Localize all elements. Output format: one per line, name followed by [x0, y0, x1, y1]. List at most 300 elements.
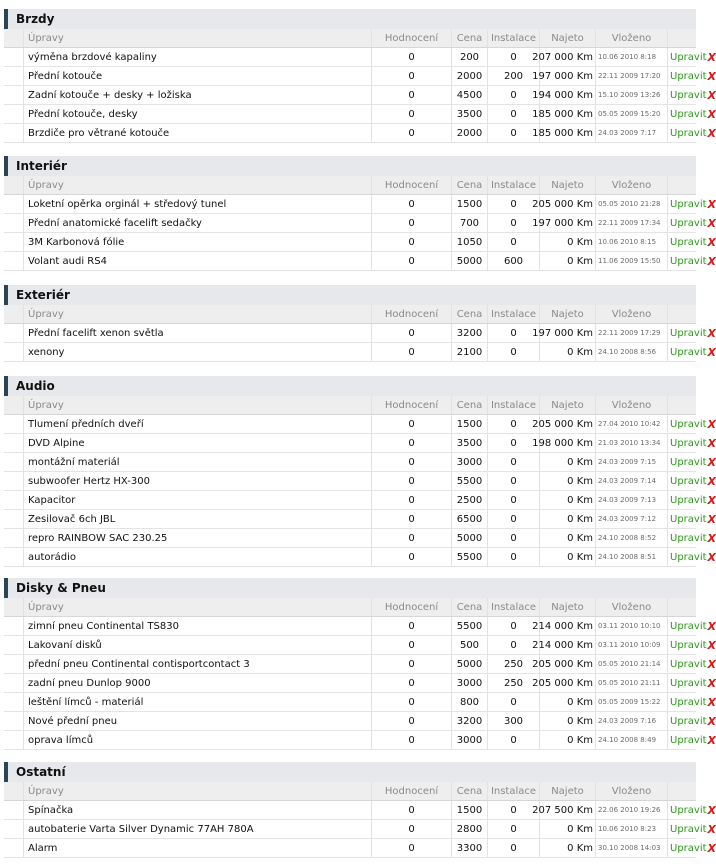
edit-link[interactable]: Upravit	[670, 70, 707, 82]
delete-icon[interactable]: X	[707, 455, 716, 469]
column-header-date: Vloženo	[596, 598, 668, 616]
row-spacer	[4, 655, 24, 673]
cell-rating: 0	[372, 801, 452, 819]
cell-rating: 0	[372, 839, 452, 857]
cell-km: 207 000 Km	[540, 48, 596, 66]
edit-link[interactable]: Upravit	[670, 677, 707, 689]
row-spacer	[4, 712, 24, 730]
cell-date: 10.06 2010 8:23	[596, 820, 668, 838]
cell-km: 205 000 Km	[540, 195, 596, 213]
edit-link[interactable]: Upravit	[670, 108, 707, 120]
edit-link[interactable]: Upravit	[670, 418, 707, 430]
section-ostatni	[4, 762, 716, 858]
cell-date: 24.10 2008 8:56	[596, 343, 668, 361]
header-spacer	[4, 396, 24, 414]
cell-km: 0 Km	[540, 820, 596, 838]
delete-icon[interactable]: X	[707, 695, 716, 709]
cell-name: zimní pneu Continental TS830	[24, 617, 372, 635]
cell-price: 1500	[452, 195, 488, 213]
section-title: Audio	[4, 376, 696, 396]
cell-km: 205 000 Km	[540, 415, 596, 433]
cell-name: Nové přední pneu	[24, 712, 372, 730]
delete-icon[interactable]: X	[707, 733, 716, 747]
row-spacer	[4, 820, 24, 838]
row-actions	[668, 472, 716, 490]
cell-km: 0 Km	[540, 252, 596, 270]
table-row	[4, 674, 716, 693]
cell-price: 3200	[452, 712, 488, 730]
row-spacer	[4, 105, 24, 123]
row-actions	[668, 214, 716, 232]
row-spacer	[4, 731, 24, 749]
cell-km: 197 000 Km	[540, 324, 596, 342]
cell-date: 24.03 2009 7:17	[596, 124, 668, 142]
row-actions	[668, 124, 716, 142]
cell-price: 5500	[452, 472, 488, 490]
delete-icon[interactable]: X	[707, 69, 716, 83]
table-row	[4, 214, 716, 233]
cell-name: Volant audi RS4	[24, 252, 372, 270]
column-header-date: Vloženo	[596, 176, 668, 194]
column-header-date: Vloženo	[596, 782, 668, 800]
table-row	[4, 636, 716, 655]
cell-name: Přední anatomické facelift sedačky	[24, 214, 372, 232]
row-spacer	[4, 324, 24, 342]
row-spacer	[4, 510, 24, 528]
cell-price: 2100	[452, 343, 488, 361]
column-header-rating: Hodnocení	[372, 305, 452, 323]
cell-date: 05.05 2010 21:11	[596, 674, 668, 692]
cell-price: 5500	[452, 617, 488, 635]
cell-km: 0 Km	[540, 453, 596, 471]
cell-km: 214 000 Km	[540, 617, 596, 635]
cell-name: oprava límců	[24, 731, 372, 749]
delete-icon[interactable]: X	[707, 326, 716, 340]
column-header-km: Najeto	[540, 396, 596, 414]
cell-price: 800	[452, 693, 488, 711]
cell-install: 0	[488, 453, 540, 471]
cell-name: Brzdiče pro větrané kotouče	[24, 124, 372, 142]
column-header-price: Cena	[452, 29, 488, 47]
cell-name: subwoofer Hertz HX-300	[24, 472, 372, 490]
row-actions	[668, 617, 716, 635]
cell-rating: 0	[372, 434, 452, 452]
table-row	[4, 48, 716, 67]
cell-install: 0	[488, 617, 540, 635]
edit-link[interactable]: Upravit	[670, 823, 707, 835]
cell-price: 3300	[452, 839, 488, 857]
delete-icon[interactable]: X	[707, 88, 716, 102]
table-row	[4, 472, 716, 491]
cell-price: 3500	[452, 105, 488, 123]
delete-icon[interactable]: X	[707, 436, 716, 450]
cell-date: 03.11 2010 10:10	[596, 617, 668, 635]
cell-install: 0	[488, 48, 540, 66]
column-header-rating: Hodnocení	[372, 29, 452, 47]
delete-icon[interactable]: X	[707, 512, 716, 526]
cell-km: 0 Km	[540, 712, 596, 730]
cell-date: 24.03 2009 7:12	[596, 510, 668, 528]
row-spacer	[4, 472, 24, 490]
column-header-km: Najeto	[540, 305, 596, 323]
cell-date: 05.05 2010 21:28	[596, 195, 668, 213]
cell-price: 3500	[452, 434, 488, 452]
delete-icon[interactable]: X	[707, 657, 716, 671]
row-spacer	[4, 124, 24, 142]
column-header-name: Úpravy	[24, 305, 372, 323]
cell-name: Přední kotouče, desky	[24, 105, 372, 123]
cell-install: 0	[488, 124, 540, 142]
edit-link[interactable]: Upravit	[670, 217, 707, 229]
column-header-row	[4, 29, 696, 48]
table-row	[4, 617, 716, 636]
table-row	[4, 67, 716, 86]
cell-km: 207 500 Km	[540, 801, 596, 819]
cell-rating: 0	[372, 48, 452, 66]
edit-link[interactable]: Upravit	[670, 494, 707, 506]
cell-km: 205 000 Km	[540, 655, 596, 673]
cell-name: Spínačka	[24, 801, 372, 819]
cell-name: Přední facelift xenon světla	[24, 324, 372, 342]
edit-link[interactable]: Upravit	[670, 620, 707, 632]
row-spacer	[4, 491, 24, 509]
row-actions	[668, 731, 716, 749]
cell-price: 200	[452, 48, 488, 66]
column-header-rating: Hodnocení	[372, 396, 452, 414]
cell-price: 500	[452, 636, 488, 654]
edit-link[interactable]: Upravit	[670, 475, 707, 487]
row-spacer	[4, 343, 24, 361]
column-header-km: Najeto	[540, 782, 596, 800]
edit-link[interactable]: Upravit	[670, 127, 707, 139]
cell-price: 4500	[452, 86, 488, 104]
edit-link[interactable]: Upravit	[670, 51, 707, 63]
cell-date: 27.04 2010 10:42	[596, 415, 668, 433]
cell-date: 11.06 2009 15:50	[596, 252, 668, 270]
cell-km: 0 Km	[540, 693, 596, 711]
cell-install: 250	[488, 655, 540, 673]
delete-icon[interactable]: X	[707, 619, 716, 633]
delete-icon[interactable]: X	[707, 676, 716, 690]
table-row	[4, 124, 716, 143]
edit-link[interactable]: Upravit	[670, 715, 707, 727]
cell-rating: 0	[372, 820, 452, 838]
cell-name: Kapacitor	[24, 491, 372, 509]
cell-install: 600	[488, 252, 540, 270]
row-spacer	[4, 453, 24, 471]
cell-name: Tlumení předních dveří	[24, 415, 372, 433]
cell-install: 0	[488, 801, 540, 819]
header-actions	[668, 598, 696, 616]
column-header-rating: Hodnocení	[372, 782, 452, 800]
section-brzdy	[4, 9, 716, 143]
cell-rating: 0	[372, 214, 452, 232]
cell-rating: 0	[372, 655, 452, 673]
row-spacer	[4, 233, 24, 251]
cell-km: 0 Km	[540, 548, 596, 566]
edit-link[interactable]: Upravit	[670, 255, 707, 267]
cell-km: 0 Km	[540, 233, 596, 251]
delete-icon[interactable]: X	[707, 50, 716, 64]
header-spacer	[4, 176, 24, 194]
cell-rating: 0	[372, 636, 452, 654]
row-actions	[668, 453, 716, 471]
cell-rating: 0	[372, 233, 452, 251]
cell-rating: 0	[372, 324, 452, 342]
cell-km: 214 000 Km	[540, 636, 596, 654]
cell-install: 200	[488, 67, 540, 85]
edit-link[interactable]: Upravit	[670, 198, 707, 210]
column-header-install: Instalace	[488, 598, 540, 616]
cell-date: 24.03 2009 7:13	[596, 491, 668, 509]
cell-date: 22.06 2010 19:26	[596, 801, 668, 819]
cell-km: 0 Km	[540, 510, 596, 528]
header-actions	[668, 782, 696, 800]
row-actions	[668, 343, 716, 361]
column-header-name: Úpravy	[24, 396, 372, 414]
edit-link[interactable]: Upravit	[670, 639, 707, 651]
cell-name: Loketní opěrka orginál + středový tunel	[24, 195, 372, 213]
row-actions	[668, 252, 716, 270]
edit-link[interactable]: Upravit	[670, 456, 707, 468]
edit-link[interactable]: Upravit	[670, 696, 707, 708]
cell-install: 0	[488, 434, 540, 452]
header-actions	[668, 176, 696, 194]
cell-date: 05.05 2009 15:20	[596, 105, 668, 123]
cell-rating: 0	[372, 105, 452, 123]
row-spacer	[4, 214, 24, 232]
delete-icon[interactable]: X	[707, 493, 716, 507]
cell-date: 30.10 2008 14:03	[596, 839, 668, 857]
table-row	[4, 105, 716, 124]
cell-name: zadní pneu Dunlop 9000	[24, 674, 372, 692]
column-header-price: Cena	[452, 305, 488, 323]
row-actions	[668, 548, 716, 566]
cell-km: 194 000 Km	[540, 86, 596, 104]
cell-price: 2000	[452, 124, 488, 142]
section-exterier	[4, 285, 716, 362]
column-header-price: Cena	[452, 176, 488, 194]
cell-price: 5000	[452, 252, 488, 270]
column-header-row	[4, 598, 696, 617]
cell-install: 0	[488, 472, 540, 490]
cell-name: DVD Alpine	[24, 434, 372, 452]
row-spacer	[4, 529, 24, 547]
cell-price: 3000	[452, 731, 488, 749]
edit-link[interactable]: Upravit	[670, 236, 707, 248]
edit-link[interactable]: Upravit	[670, 658, 707, 670]
delete-icon[interactable]: X	[707, 550, 716, 564]
cell-price: 5000	[452, 655, 488, 673]
delete-icon[interactable]: X	[707, 197, 716, 211]
table-row	[4, 233, 716, 252]
column-header-install: Instalace	[488, 305, 540, 323]
edit-link[interactable]: Upravit	[670, 513, 707, 525]
cell-rating: 0	[372, 67, 452, 85]
column-header-install: Instalace	[488, 782, 540, 800]
section-title: Exteriér	[4, 285, 696, 305]
row-spacer	[4, 86, 24, 104]
cell-rating: 0	[372, 453, 452, 471]
cell-name: Zesilovač 6ch JBL	[24, 510, 372, 528]
delete-icon[interactable]: X	[707, 235, 716, 249]
delete-icon[interactable]: X	[707, 638, 716, 652]
cell-rating: 0	[372, 86, 452, 104]
cell-rating: 0	[372, 491, 452, 509]
column-header-row	[4, 396, 696, 415]
row-spacer	[4, 252, 24, 270]
row-spacer	[4, 693, 24, 711]
delete-icon[interactable]: X	[707, 254, 716, 268]
cell-price: 3000	[452, 453, 488, 471]
cell-date: 03.11 2010 10:09	[596, 636, 668, 654]
header-spacer	[4, 598, 24, 616]
column-header-install: Instalace	[488, 396, 540, 414]
cell-rating: 0	[372, 252, 452, 270]
delete-icon[interactable]: X	[707, 474, 716, 488]
column-header-date: Vloženo	[596, 305, 668, 323]
row-actions	[668, 86, 716, 104]
section-title: Interiér	[4, 156, 696, 176]
row-actions	[668, 324, 716, 342]
row-actions	[668, 105, 716, 123]
table-row	[4, 731, 716, 750]
cell-name: autorádio	[24, 548, 372, 566]
delete-icon[interactable]: X	[707, 107, 716, 121]
column-header-name: Úpravy	[24, 176, 372, 194]
row-actions	[668, 510, 716, 528]
cell-price: 700	[452, 214, 488, 232]
cell-rating: 0	[372, 693, 452, 711]
cell-install: 0	[488, 105, 540, 123]
delete-icon[interactable]: X	[707, 126, 716, 140]
row-actions	[668, 48, 716, 66]
delete-icon[interactable]: X	[707, 803, 716, 817]
cell-km: 0 Km	[540, 343, 596, 361]
delete-icon[interactable]: X	[707, 345, 716, 359]
edit-link[interactable]: Upravit	[670, 532, 707, 544]
header-spacer	[4, 782, 24, 800]
edit-link[interactable]: Upravit	[670, 551, 707, 563]
column-header-price: Cena	[452, 396, 488, 414]
table-row	[4, 712, 716, 731]
table-row	[4, 343, 716, 362]
column-header-install: Instalace	[488, 29, 540, 47]
header-spacer	[4, 305, 24, 323]
row-actions	[668, 655, 716, 673]
cell-km: 0 Km	[540, 472, 596, 490]
edit-link[interactable]: Upravit	[670, 327, 707, 339]
cell-date: 15.10 2009 13:26	[596, 86, 668, 104]
cell-date: 24.03 2009 7:16	[596, 712, 668, 730]
cell-install: 0	[488, 510, 540, 528]
delete-icon[interactable]: X	[707, 417, 716, 431]
cell-install: 0	[488, 195, 540, 213]
cell-install: 0	[488, 548, 540, 566]
cell-km: 0 Km	[540, 529, 596, 547]
header-spacer	[4, 29, 24, 47]
table-row	[4, 529, 716, 548]
row-actions	[668, 674, 716, 692]
cell-install: 0	[488, 820, 540, 838]
column-header-km: Najeto	[540, 598, 596, 616]
cell-km: 205 000 Km	[540, 674, 596, 692]
cell-install: 0	[488, 415, 540, 433]
cell-install: 0	[488, 343, 540, 361]
delete-icon[interactable]: X	[707, 714, 716, 728]
edit-link[interactable]: Upravit	[670, 842, 707, 854]
table-row	[4, 693, 716, 712]
table-row	[4, 415, 716, 434]
row-spacer	[4, 548, 24, 566]
row-actions	[668, 712, 716, 730]
cell-install: 0	[488, 839, 540, 857]
cell-price: 3200	[452, 324, 488, 342]
row-actions	[668, 434, 716, 452]
cell-price: 2500	[452, 491, 488, 509]
column-header-km: Najeto	[540, 176, 596, 194]
cell-name: leštění límců - materiál	[24, 693, 372, 711]
delete-icon[interactable]: X	[707, 822, 716, 836]
cell-price: 1500	[452, 415, 488, 433]
edit-link[interactable]: Upravit	[670, 804, 707, 816]
section-disky-pneu	[4, 578, 716, 750]
column-header-km: Najeto	[540, 29, 596, 47]
cell-install: 0	[488, 86, 540, 104]
delete-icon[interactable]: X	[707, 531, 716, 545]
cell-date: 22.11 2009 17:20	[596, 67, 668, 85]
table-row	[4, 548, 716, 567]
row-spacer	[4, 801, 24, 819]
cell-name: xenony	[24, 343, 372, 361]
cell-install: 0	[488, 529, 540, 547]
cell-install: 0	[488, 636, 540, 654]
cell-price: 5500	[452, 548, 488, 566]
delete-icon[interactable]: X	[707, 841, 716, 855]
edit-link[interactable]: Upravit	[670, 437, 707, 449]
delete-icon[interactable]: X	[707, 216, 716, 230]
cell-name: autobaterie Varta Silver Dynamic 77AH 780A	[24, 820, 372, 838]
cell-rating: 0	[372, 674, 452, 692]
cell-install: 0	[488, 214, 540, 232]
edit-link[interactable]: Upravit	[670, 346, 707, 358]
cell-rating: 0	[372, 415, 452, 433]
cell-name: repro RAINBOW SAC 230.25	[24, 529, 372, 547]
edit-link[interactable]: Upravit	[670, 734, 707, 746]
cell-date: 24.03 2009 7:14	[596, 472, 668, 490]
edit-link[interactable]: Upravit	[670, 89, 707, 101]
table-row	[4, 491, 716, 510]
cell-date: 05.05 2010 21:14	[596, 655, 668, 673]
section-title: Brzdy	[4, 9, 696, 29]
section-title: Disky & Pneu	[4, 578, 696, 598]
cell-date: 22.11 2009 17:29	[596, 324, 668, 342]
cell-date: 24.03 2009 7:15	[596, 453, 668, 471]
cell-price: 5000	[452, 529, 488, 547]
column-header-name: Úpravy	[24, 782, 372, 800]
cell-date: 24.10 2008 8:52	[596, 529, 668, 547]
row-spacer	[4, 67, 24, 85]
table-row	[4, 801, 716, 820]
table-row	[4, 324, 716, 343]
cell-rating: 0	[372, 472, 452, 490]
cell-price: 6500	[452, 510, 488, 528]
cell-install: 0	[488, 324, 540, 342]
table-row	[4, 434, 716, 453]
cell-rating: 0	[372, 124, 452, 142]
cell-rating: 0	[372, 731, 452, 749]
cell-km: 185 000 Km	[540, 124, 596, 142]
